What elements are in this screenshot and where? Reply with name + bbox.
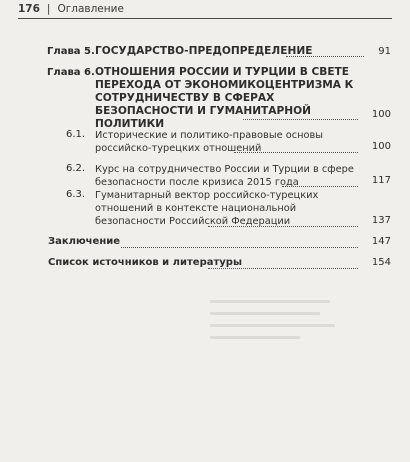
page-number: 176 bbox=[18, 3, 40, 15]
header-title: Оглавление bbox=[57, 3, 124, 15]
entry-title: Список источников и литературы bbox=[48, 257, 242, 268]
entry-title: Гуманитарный вектор российско-турецких отношений в контексте национальной безопасности Российской Федерации bbox=[95, 190, 319, 228]
dot-leader bbox=[234, 152, 358, 153]
dot-leader bbox=[286, 56, 364, 57]
entry-title: Заключение bbox=[48, 236, 121, 247]
entry-page: 100 bbox=[371, 141, 391, 152]
header-rule bbox=[18, 18, 392, 19]
entry-title: ГОСУДАРСТВО-ПРЕДОПРЕДЕЛЕНИЕ bbox=[95, 45, 313, 57]
dot-leader bbox=[243, 119, 358, 120]
entry-page: 147 bbox=[371, 236, 391, 247]
entry-label: 6.1. bbox=[66, 129, 86, 140]
entry-page: 137 bbox=[371, 215, 391, 226]
entry-page: 100 bbox=[371, 109, 391, 120]
entry-title: ОТНОШЕНИЯ РОССИИ И ТУРЦИИ В СВЕТЕ ПЕРЕХОДА ОТ ЭКОНОМИКОЦЕНТРИЗМА К СОТРУДНИЧЕСТВУ В СФЕРАХ БЕЗОПАСНОСТИ И ГУМАНИТАРНОЙ ПОЛИТИКИ bbox=[95, 66, 354, 130]
entry-label: Глава 5. bbox=[47, 46, 95, 57]
entry-label: 6.3. bbox=[66, 189, 86, 200]
dot-leader bbox=[121, 247, 358, 248]
dot-leader bbox=[282, 186, 358, 187]
dot-leader bbox=[208, 268, 358, 269]
entry-title: Курс на сотрудничество России и Турции в сфере безопасности после кризиса 2015 года bbox=[95, 164, 354, 189]
dot-leader bbox=[208, 226, 358, 227]
header-separator: | bbox=[46, 3, 51, 15]
entry-label: 6.2. bbox=[66, 163, 86, 174]
running-header bbox=[18, 3, 124, 15]
entry-label: Глава 6. bbox=[47, 67, 95, 78]
entry-page: 91 bbox=[378, 46, 391, 57]
bleed-through-texture bbox=[210, 300, 340, 370]
entry-page: 117 bbox=[371, 175, 391, 186]
entry-page: 154 bbox=[371, 257, 391, 268]
entry-title: Исторические и политико-правовые основы российско-турецких отношений bbox=[95, 130, 323, 155]
